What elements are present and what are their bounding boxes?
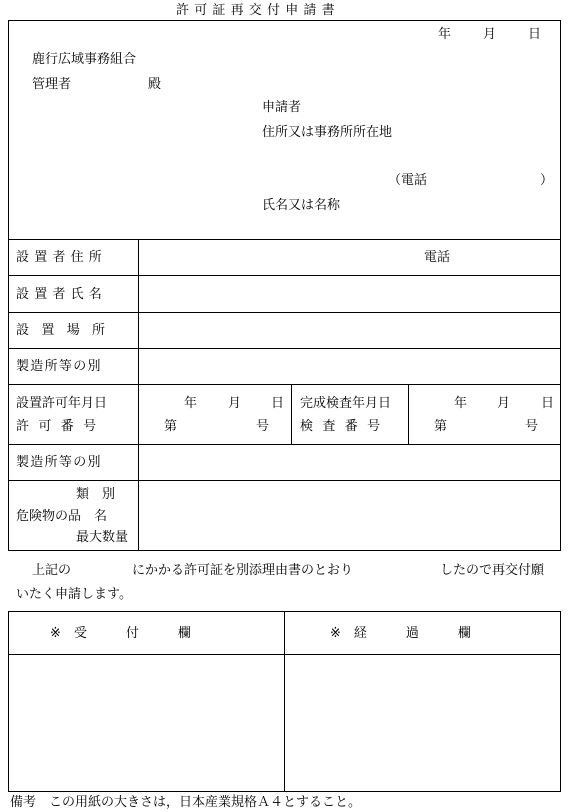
label-hazmat-class: 類 別 [76, 487, 116, 502]
label-hazmat-name: 危険物の品 名 [16, 509, 108, 524]
statement-line2: いたく申請します。 [16, 587, 132, 602]
date-block-divider-1 [291, 384, 292, 444]
phone-close-paren: ） [540, 173, 554, 188]
label-facility-type-2: 製造所等の別 [16, 455, 102, 470]
divider-row2 [8, 312, 561, 313]
statement-part1: 上記の [32, 563, 72, 578]
addressee-suffix: 殿 [148, 77, 162, 92]
label-permit-date: 設置許可年月日 [16, 396, 108, 411]
label-installation-place: 設置場所 [16, 323, 118, 338]
completion-month: 月 [497, 396, 511, 411]
completion-day: 日 [541, 396, 555, 411]
label-inspection-number: 検査番号 [300, 419, 390, 434]
addressee-organization: 鹿行広域事務組合 [32, 52, 137, 67]
completion-year: 年 [454, 396, 468, 411]
receipt-column-header: ※ 受 付 欄 [50, 626, 191, 641]
header-day: 日 [528, 27, 542, 42]
divider-row3 [8, 348, 561, 349]
permit-year: 年 [184, 396, 198, 411]
header-month: 月 [483, 27, 497, 42]
label-permit-number: 許可番号 [16, 419, 106, 434]
form-title: 許可証再交付申請書 [176, 3, 340, 18]
label-phone: 電話 [424, 250, 451, 265]
date-block-divider-2 [408, 384, 409, 444]
reception-column-divider [284, 611, 285, 792]
name-label: 氏名又は名称 [262, 198, 341, 213]
divider-header [8, 239, 561, 240]
inspection-number-prefix: 第 [434, 419, 448, 434]
addressee-admin: 管理者 [32, 77, 72, 92]
divider-row1 [8, 275, 561, 276]
permit-number-prefix: 第 [164, 419, 178, 434]
permit-month: 月 [228, 396, 242, 411]
header-year: 年 [438, 27, 452, 42]
statement-part3: したので再交付願 [440, 563, 545, 578]
divider-row5 [8, 444, 561, 445]
divider-row6 [8, 480, 561, 481]
applicant-label: 申請者 [262, 100, 302, 115]
label-column-divider [138, 239, 139, 551]
divider-row4 [8, 384, 561, 385]
label-completion-date: 完成検査年月日 [300, 396, 392, 411]
label-installer-address: 設置者住所 [16, 250, 108, 265]
footer-note: 備考 この用紙の大きさは，日本産業規格Ａ４とすること。 [10, 795, 362, 810]
progress-column-header: ※ 経 過 欄 [330, 626, 471, 641]
permit-day: 日 [271, 396, 285, 411]
permit-number-suffix: 号 [256, 419, 270, 434]
label-facility-type: 製造所等の別 [16, 359, 102, 374]
inspection-number-suffix: 号 [525, 419, 539, 434]
statement-part2: にかかる許可証を別添理由書のとおり [132, 563, 354, 578]
address-label: 住所又は事務所所在地 [262, 125, 393, 140]
label-max-quantity: 最大数量 [76, 530, 129, 545]
label-installer-name: 設置者氏名 [16, 287, 108, 302]
phone-open-label: （電話 [388, 173, 428, 188]
